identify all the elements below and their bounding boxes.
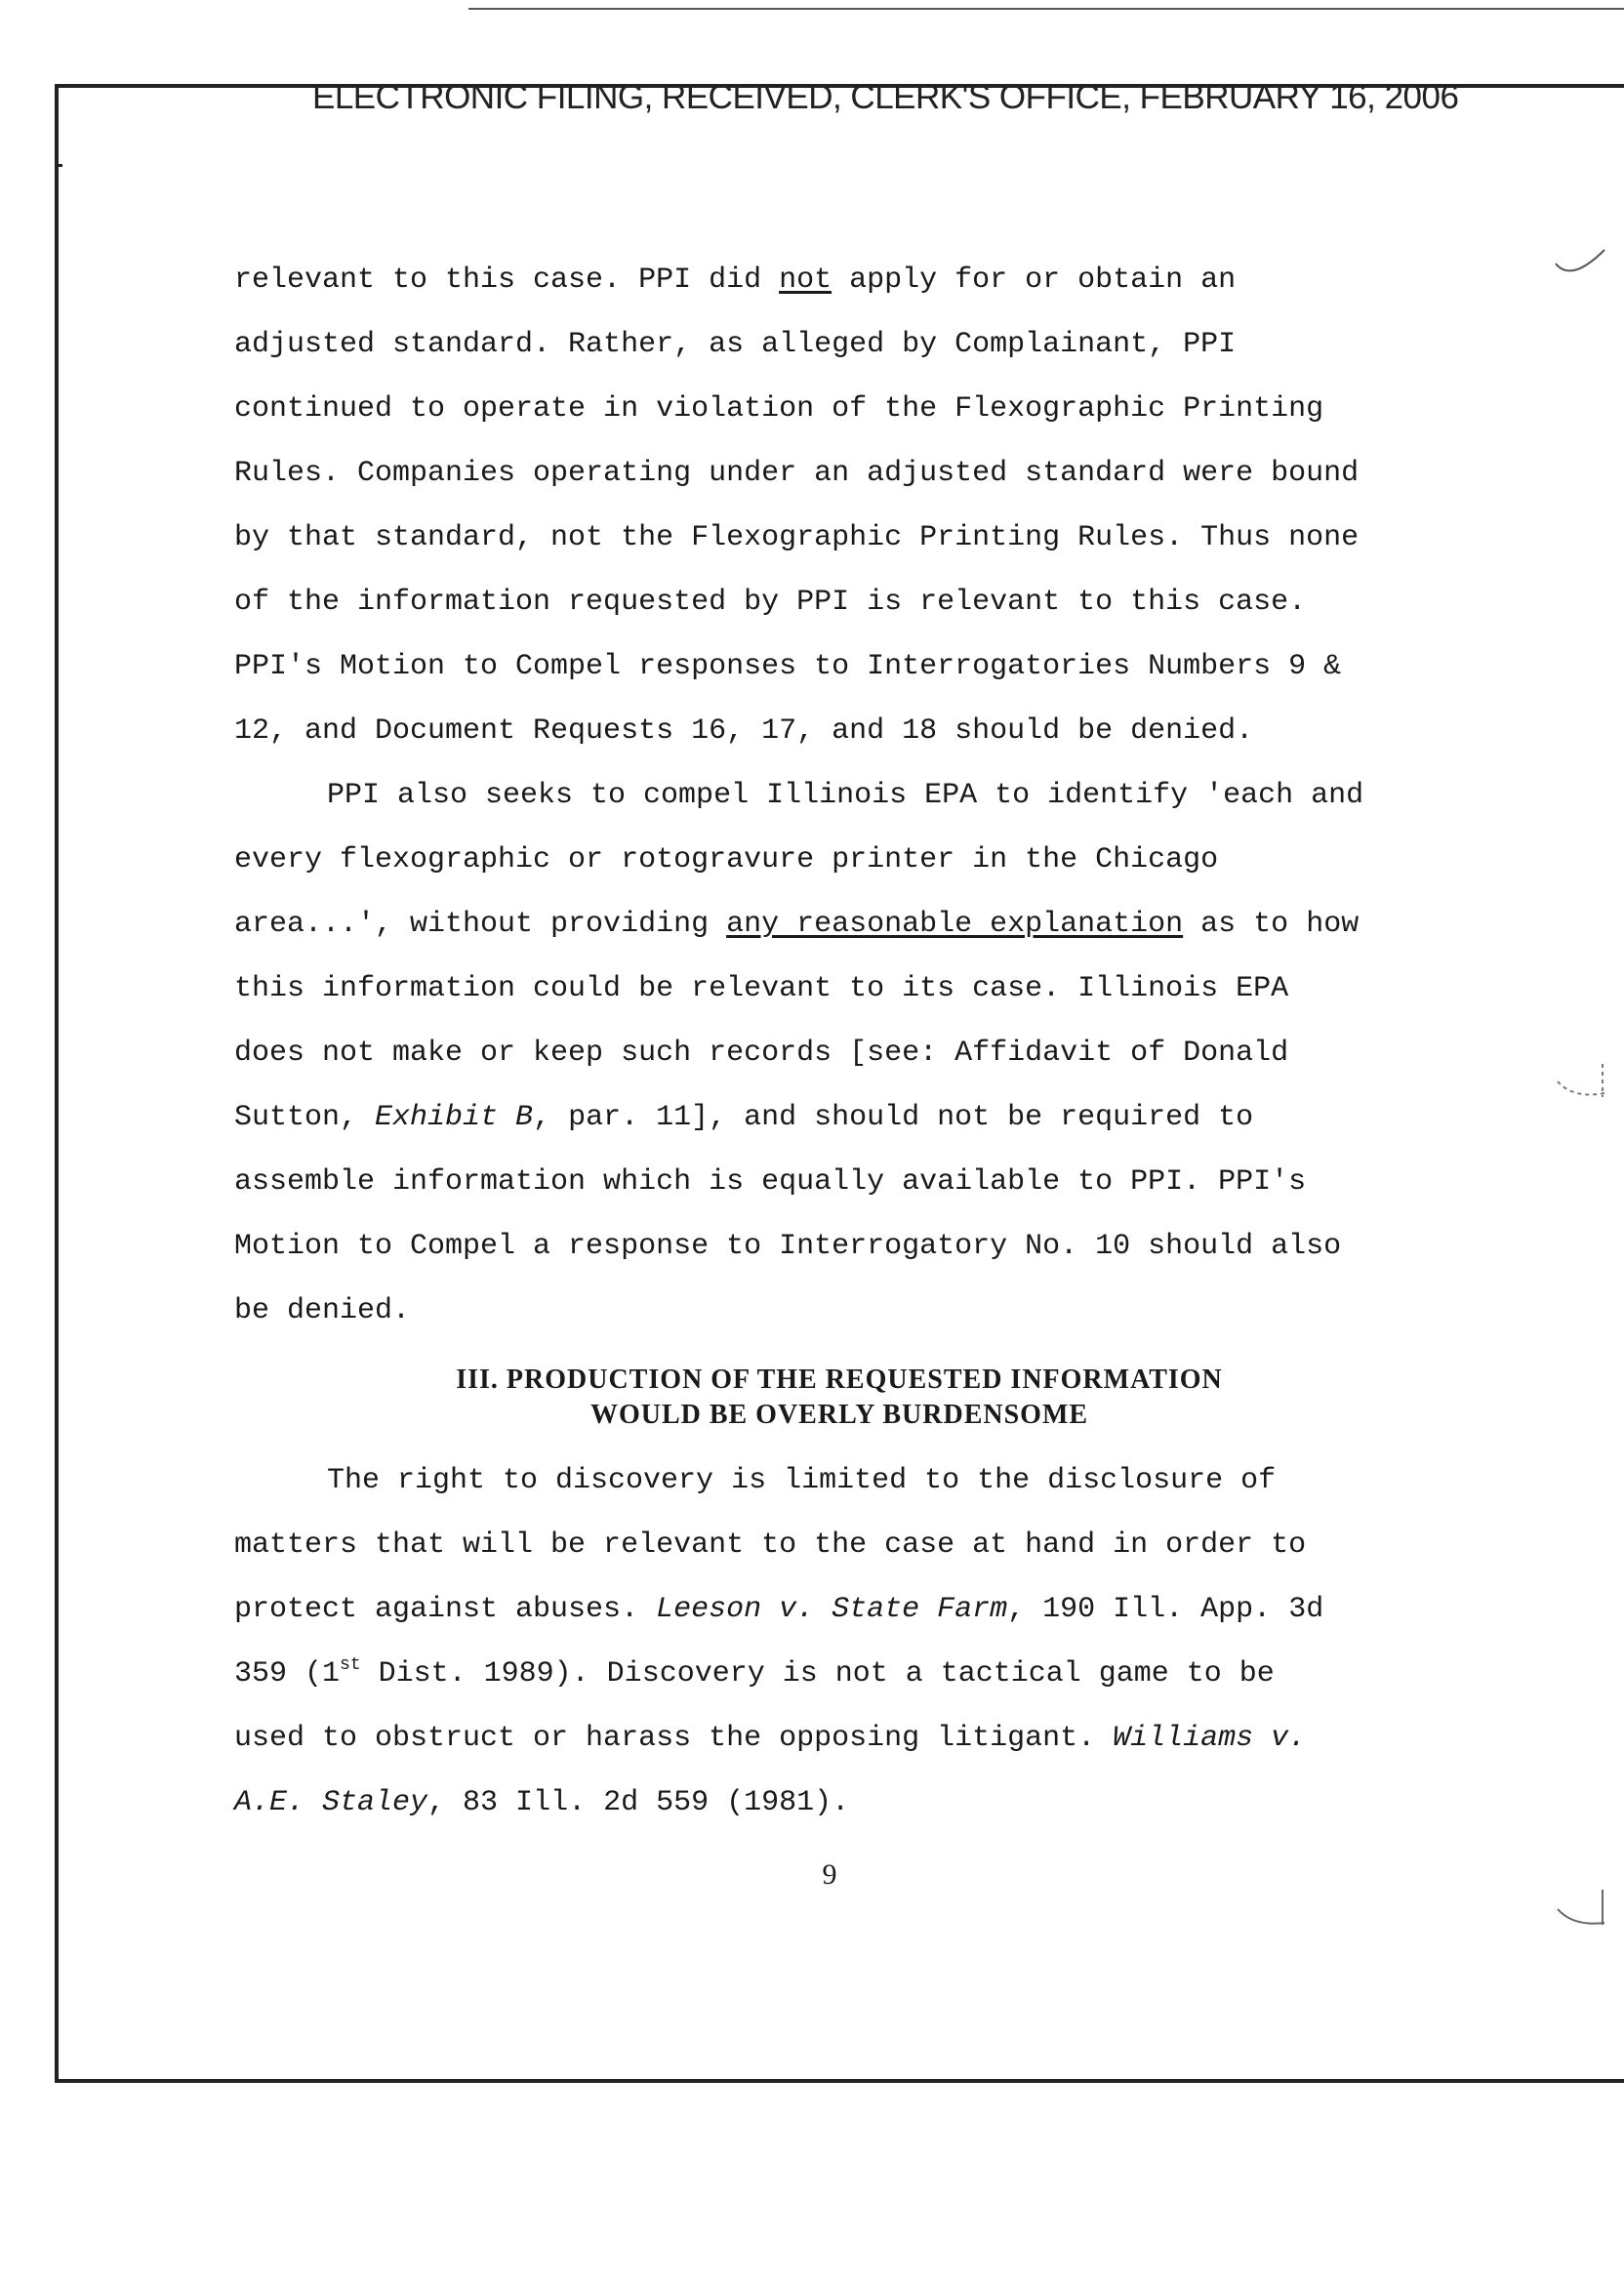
paragraph3-line2: matters that will be relevant to the case at hand in order to [234,1528,1307,1562]
paragraph3-line1: The right to discovery is limited to the disclosure of [327,1464,1277,1497]
paragraph1-line6: of the information requested by PPI is relevant to this case. [234,586,1307,619]
frame-left-border [55,84,59,2083]
ordinal-superscript: st [340,1655,361,1675]
paragraph3-line6: A.E. Staley, 83 Ill. 2d 559 (1981). [234,1786,850,1819]
exhibit-reference: Exhibit B [375,1101,534,1134]
top-rule [468,8,1624,10]
emphasis-not: not [779,264,832,297]
frame-bottom-border [55,2079,1624,2083]
paragraph1-line7: PPI's Motion to Compel responses to Interrogatories Numbers 9 & [234,650,1342,683]
filing-header: ELECTRONIC FILING, RECEIVED, CLERK'S OFFICE, FEBRUARY 16, 2006 [312,78,1459,116]
paragraph2-line8: Motion to Compel a response to Interrogatory No. 10 should also [234,1230,1342,1263]
paragraph2-line1: PPI also seeks to compel Illinois EPA to identify 'each and [327,779,1364,812]
frame-tick-mark [55,164,62,167]
case-citation-williams: Williams v. [1113,1722,1307,1755]
paragraph1-line2: adjusted standard. Rather, as alleged by Complainant, PPI [234,328,1237,361]
paragraph1-line3: continued to operate in violation of the Flexographic Printing [234,392,1324,426]
paragraph3-line3: protect against abuses. Leeson v. State Farm, 190 Ill. App. 3d [234,1593,1324,1626]
binder-hole-mark-bottom [1552,1884,1610,1942]
paragraph1-line1: relevant to this case. PPI did not apply for or obtain an [234,264,1237,297]
paragraph1-line4: Rules. Companies operating under an adjusted standard were bound [234,457,1360,490]
paragraph1-line5: by that standard, not the Flexographic Printing Rules. Thus none [234,521,1360,554]
paragraph2-line5: does not make or keep such records [see: Affidavit of Donald [234,1037,1289,1070]
binder-hole-mark-top [1552,244,1610,293]
paragraph2-line4: this information could be relevant to its case. Illinois EPA [234,972,1289,1005]
paragraph2-line2: every flexographic or rotogravure printer in the Chicago [234,843,1219,876]
paragraph2-line3: area...', without providing any reasonable explanation as to how [234,908,1360,941]
paragraph3-line5: used to obstruct or harass the opposing litigant. Williams v. [234,1722,1307,1755]
emphasis-any-reasonable-explanation: any reasonable explanation [726,908,1184,941]
paragraph2-line9: be denied. [234,1294,411,1327]
case-citation-leeson: Leeson v. State Farm [656,1593,1008,1626]
section-heading-line1: III. PRODUCTION OF THE REQUESTED INFORMATION [456,1365,1223,1395]
case-citation-staley: A.E. Staley [234,1786,428,1819]
section-heading-line2: WOULD BE OVERLY BURDENSOME [589,1400,1089,1430]
paragraph2-line6: Sutton, Exhibit B, par. 11], and should not be required to [234,1101,1254,1134]
paragraph2-line7: assemble information which is equally available to PPI. PPI's [234,1165,1307,1199]
page-number: 9 [822,1858,837,1891]
paragraph1-line8: 12, and Document Requests 16, 17, and 18 should be denied. [234,714,1254,748]
binder-hole-mark-middle [1552,1054,1610,1113]
paragraph3-line4: 359 (1st Dist. 1989). Discovery is not a tactical game to be [234,1655,1275,1691]
